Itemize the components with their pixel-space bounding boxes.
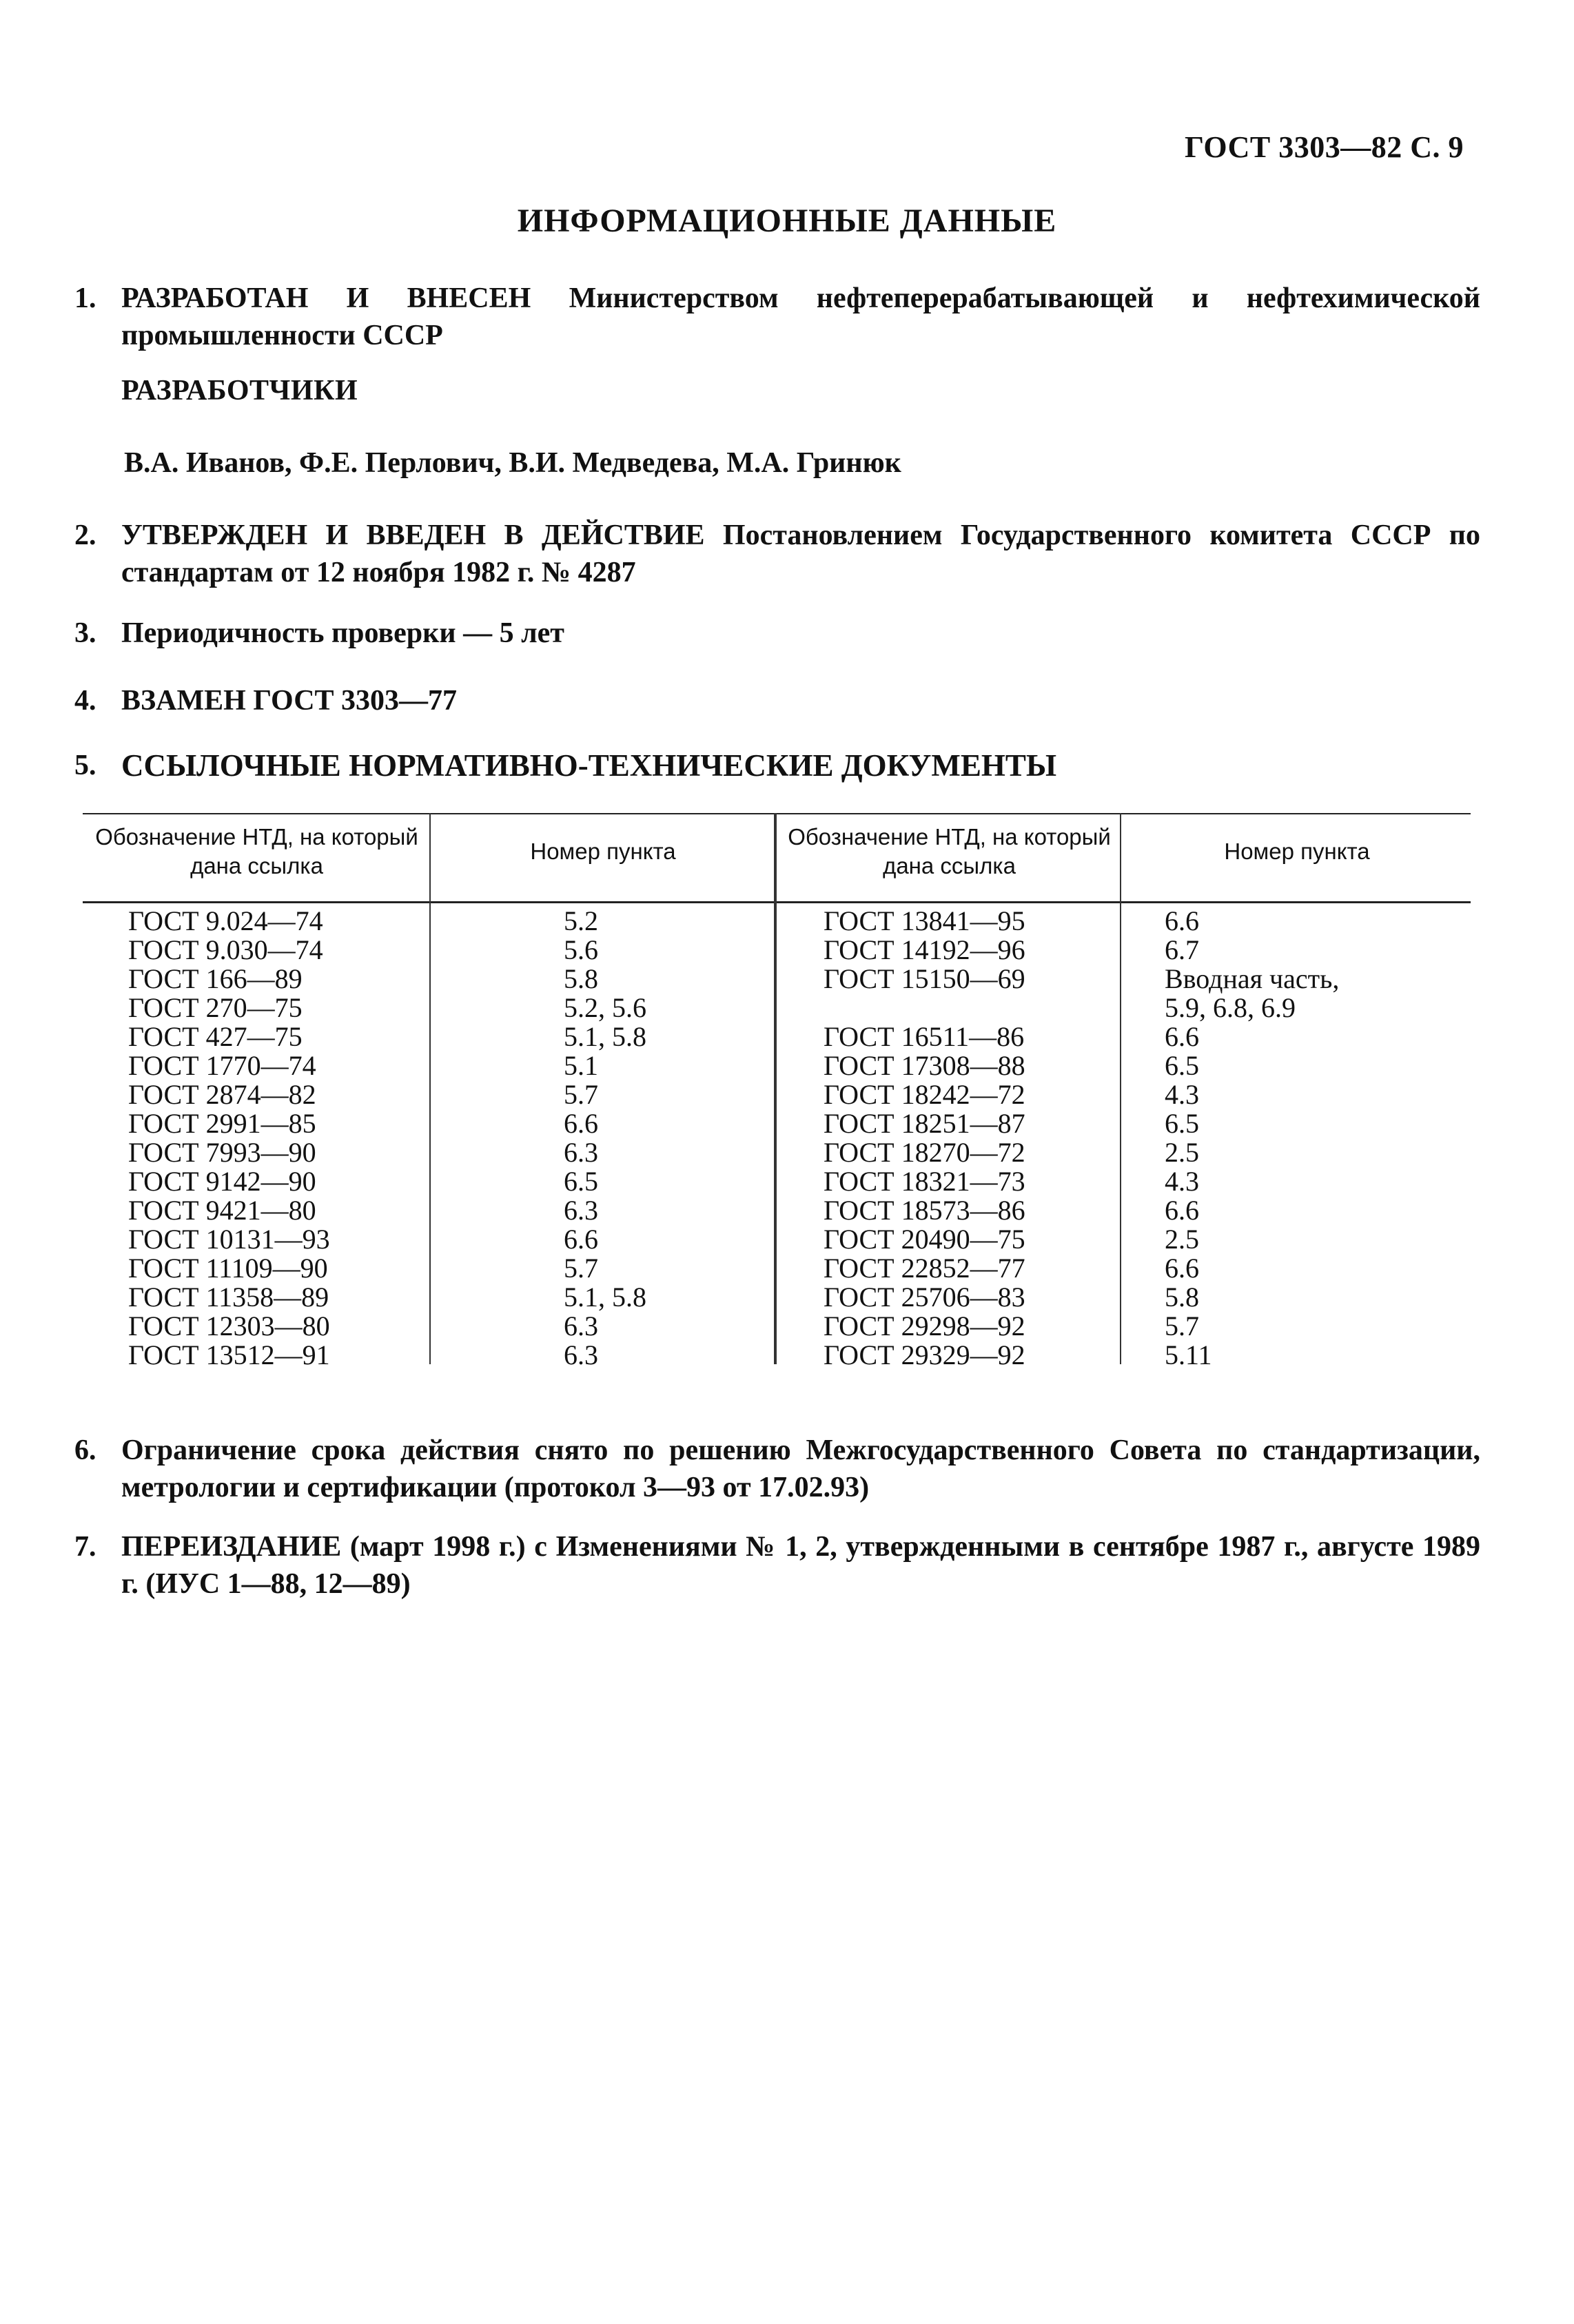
item-2 (74, 517, 1480, 591)
item-number: 7. (74, 1531, 96, 1563)
item-text (121, 517, 1480, 591)
table-cell-doc: ГОСТ 14192—96 (824, 934, 1025, 965)
table-cell-item: 5.8 (564, 963, 598, 994)
table-cell-item: 4.3 (1165, 1166, 1199, 1197)
item-5 (74, 747, 1480, 784)
table-cell-item: 5.11 (1165, 1339, 1212, 1370)
table-cell-doc: ГОСТ 427—75 (128, 1021, 303, 1052)
item-body: Постановлением Государственного комитета СССР по стандартам от 12 ноября 1982 г. № 4287 (121, 520, 1480, 588)
item-text: ВЗАМЕН ГОСТ 3303—77 (121, 685, 458, 717)
table-cell-item: 6.7 (1165, 934, 1199, 965)
item-lead: РАЗРАБОТАН И ВНЕСЕН (121, 282, 531, 314)
item-text: Ограничение срока действия снято по решению Межгосударственного Совета по стандартизации, метрологии и сертификации (протокол 3—93 от 17.02.93) (121, 1434, 1480, 1503)
table-cell-doc: ГОСТ 16511—86 (824, 1021, 1025, 1052)
item-text (121, 280, 1480, 354)
table-cell-item: 4.3 (1165, 1079, 1199, 1110)
table-cell-doc: ГОСТ 22852—77 (824, 1253, 1025, 1284)
table-cell-doc: ГОСТ 11358—89 (128, 1282, 329, 1313)
table-cell-item: 5.1, 5.8 (564, 1021, 646, 1052)
table-cell-doc: ГОСТ 29298—92 (824, 1310, 1025, 1341)
table-cell-item: Вводная часть, (1165, 963, 1340, 994)
item-text: ССЫЛОЧНЫЕ НОРМАТИВНО-ТЕХНИЧЕСКИЕ ДОКУМЕНТЫ (121, 748, 1057, 783)
table-cell-doc: ГОСТ 18251—87 (824, 1108, 1025, 1139)
table-cell-item: 6.3 (564, 1195, 598, 1226)
item-text: Периодичность проверки — 5 лет (121, 617, 564, 649)
table-cell-doc: ГОСТ 13841—95 (824, 905, 1025, 936)
table-cell-item: 6.6 (1165, 1195, 1199, 1226)
developers-heading: РАЗРАБОТЧИКИ (121, 375, 358, 407)
table-cell-item: 6.6 (1165, 905, 1199, 936)
header-item-right: Номер пункта (1224, 839, 1370, 864)
item-7 (74, 1528, 1480, 1603)
item-number: 4. (74, 685, 96, 717)
table-cell-item: 5.7 (1165, 1310, 1199, 1341)
table-cell-doc: ГОСТ 166—89 (128, 963, 303, 994)
column-right-items (1165, 907, 1339, 1370)
table-cell-doc: ГОСТ 1770—74 (128, 1050, 316, 1081)
table-cell-item: 6.5 (564, 1166, 598, 1197)
table-cell-doc: ГОСТ 11109—90 (128, 1253, 328, 1284)
item-4 (74, 682, 1480, 719)
running-head: ГОСТ 3303—82 С. 9 (1184, 130, 1464, 164)
developers-list: В.А. Иванов, Ф.Е. Перлович, В.И. Медведева, М.А. Гринюк (124, 447, 901, 479)
table-cell-item: 2.5 (1165, 1137, 1199, 1168)
column-divider (1120, 813, 1121, 1364)
table-cell-item: 5.1 (564, 1050, 598, 1081)
item-3 (74, 615, 1480, 652)
table-cell-doc: ГОСТ 17308—88 (824, 1050, 1025, 1081)
table-cell-doc: ГОСТ 9.030—74 (128, 934, 323, 965)
item-body: (март 1998 г.) с Изменениями № 1, 2, утвержденными в сентябре 1987 г., августе 1989 г. (ИУС 1—88, 12—89) (121, 1531, 1480, 1600)
table-cell-doc: ГОСТ 7993—90 (128, 1137, 316, 1168)
table-top-rule (83, 813, 1471, 814)
column-divider (429, 813, 431, 1364)
header-doc-right: Обозначение НТД, на который дана ссылка (788, 824, 1111, 878)
table-cell-doc: ГОСТ 15150—69 (824, 963, 1025, 994)
item-number: 6. (74, 1434, 96, 1466)
table-cell-item: 6.6 (1165, 1253, 1199, 1284)
table-cell-item: 6.3 (564, 1137, 598, 1168)
table-cell-item: 5.6 (564, 934, 598, 965)
table-cell-doc: ГОСТ 270—75 (128, 992, 303, 1023)
table-cell-doc: ГОСТ 18573—86 (824, 1195, 1025, 1226)
table-cell-item: 6.3 (564, 1310, 598, 1341)
table-cell-doc: ГОСТ 12303—80 (128, 1310, 330, 1341)
table-cell-item: 5.8 (1165, 1282, 1199, 1313)
table-header-rule (83, 901, 1471, 903)
column-divider (774, 813, 777, 1364)
table-cell-doc: ГОСТ 9.024—74 (128, 905, 323, 936)
table-cell-item: 5.1, 5.8 (564, 1282, 646, 1313)
table-cell-doc: ГОСТ 2874—82 (128, 1079, 316, 1110)
column-left-items (564, 907, 646, 1370)
item-number: 2. (74, 520, 96, 551)
item-1 (74, 280, 1480, 354)
table-cell-doc: ГОСТ 2991—85 (128, 1108, 316, 1139)
item-number: 5. (74, 750, 96, 781)
item-number: 3. (74, 617, 96, 649)
page-title: ИНФОРМАЦИОННЫЕ ДАННЫЕ (517, 203, 1057, 239)
table-cell-doc: ГОСТ 9421—80 (128, 1195, 316, 1226)
table-cell-item: 5.9, 6.8, 6.9 (1165, 992, 1296, 1023)
item-lead: ПЕРЕИЗДАНИЕ (121, 1531, 342, 1563)
table-cell-item: 6.5 (1165, 1050, 1199, 1081)
header-item-left: Номер пункта (530, 839, 676, 864)
table-cell-doc: ГОСТ 18321—73 (824, 1166, 1025, 1197)
table-cell-doc: ГОСТ 18270—72 (824, 1137, 1025, 1168)
table-cell-item: 5.2, 5.6 (564, 992, 646, 1023)
table-cell-item: 6.6 (1165, 1021, 1199, 1052)
table-cell-doc: ГОСТ 10131—93 (128, 1224, 330, 1255)
table-cell-doc: ГОСТ 18242—72 (824, 1079, 1025, 1110)
table-cell-doc: ГОСТ 29329—92 (824, 1339, 1025, 1370)
table-cell-item: 6.5 (1165, 1108, 1199, 1139)
table-cell-doc: ГОСТ 25706—83 (824, 1282, 1025, 1313)
table-cell-doc: ГОСТ 9142—90 (128, 1166, 316, 1197)
table-cell-item: 6.3 (564, 1339, 598, 1370)
column-right-docs (824, 907, 1025, 1370)
table-cell-item: 5.2 (564, 905, 598, 936)
item-body: Министерством нефтеперерабатывающей и нефтехимической промышленности СССР (121, 282, 1480, 351)
item-6 (74, 1432, 1480, 1506)
column-left-docs (128, 907, 330, 1370)
header-doc-left: Обозначение НТД, на который дана ссылка (95, 824, 418, 878)
item-lead: УТВЕРЖДЕН И ВВЕДЕН В ДЕЙСТВИЕ (121, 520, 705, 551)
table-cell-doc: ГОСТ 13512—91 (128, 1339, 330, 1370)
table-cell-doc (824, 994, 1025, 1022)
table-cell-item: 2.5 (1165, 1224, 1199, 1255)
table-cell-item: 5.7 (564, 1253, 598, 1284)
table-cell-doc: ГОСТ 20490—75 (824, 1224, 1025, 1255)
item-number: 1. (74, 282, 96, 314)
table-cell-item: 6.6 (564, 1224, 598, 1255)
table-cell-item: 5.7 (564, 1079, 598, 1110)
item-text (121, 1528, 1480, 1603)
table-cell-item: 6.6 (564, 1108, 598, 1139)
